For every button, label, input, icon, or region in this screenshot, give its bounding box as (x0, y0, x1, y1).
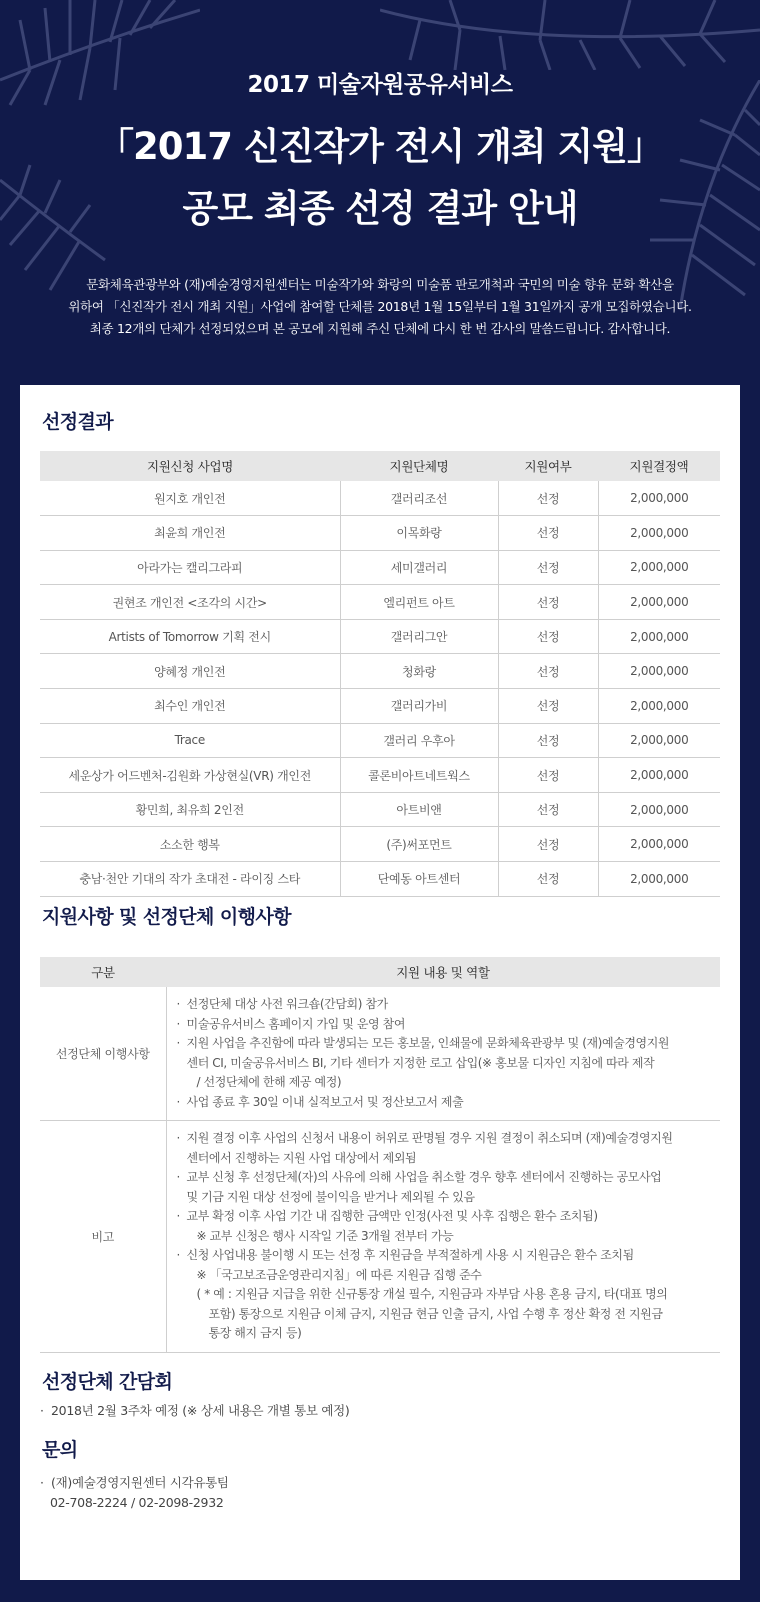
table-cell: 2,000,000 (598, 862, 720, 897)
table-cell: (주)써포먼트 (340, 827, 498, 862)
list-item-text: 및 기금 지원 대상 선정에 불이익을 받거나 제외될 수 있음 (186, 1189, 475, 1204)
list-item-text: 센터에서 진행하는 지원 사업 대상에서 제외됨 (186, 1150, 417, 1165)
list-item-text: 교부 확정 이후 사업 기간 내 집행한 금액만 인정(사전 및 사후 집행은 환수 조치됨) (186, 1209, 598, 1223)
table-cell: 선정 (498, 758, 598, 793)
table-cell: 선정 (498, 585, 598, 620)
duties-category: 선정단체 이행사항 (40, 987, 166, 1121)
contact-phone: 02-708-2224 / 02-2098-2932 (50, 1495, 224, 1510)
table-row (40, 585, 720, 620)
list-item-text: 지원 결정 이후 사업의 신청서 내용이 허위로 판명될 경우 지원 결정이 취소되며 (재)예술경영지원 (186, 1131, 673, 1145)
table-cell: 최수인 개인전 (40, 689, 340, 724)
column-header: 지원신청 사업명 (40, 451, 340, 481)
column-header: 구분 (40, 957, 166, 987)
list-item-text: ( * 예 : 지원금 지급을 위한 신규통장 개설 필수, 지원금과 자부담 사용 혼용 금지, 타(대표 명의 (196, 1287, 668, 1301)
list-item-text: 통장 해지 금지 등) (208, 1326, 302, 1340)
header-title-line1: 「2017 신진작가 전시 개최 지원」 (97, 125, 663, 168)
header-title-line2: 공모 최종 선정 결과 안내 (182, 187, 578, 230)
table-row (40, 654, 720, 689)
table-cell: 선정 (498, 481, 598, 516)
table-cell: 갤러리 우후아 (340, 723, 498, 758)
table-cell: 2,000,000 (598, 723, 720, 758)
table-row (40, 862, 720, 897)
list-item (177, 1168, 713, 1207)
contact-org: (재)예술경영지원센터 시각유통팀 (51, 1475, 229, 1490)
table-cell: 최윤희 개인전 (40, 516, 340, 551)
list-item-text: ※ 교부 신청은 행사 시작일 기준 3개월 전부터 가능 (196, 1228, 454, 1243)
list-item-text: 센터 CI, 미술공유서비스 BI, 기타 센터가 지정한 로고 삽입(※ 홍보물 디자인 지침에 따라 제작 (186, 1055, 655, 1070)
table-cell: 콜론비아트네트웍스 (340, 758, 498, 793)
table-cell: 2,000,000 (598, 550, 720, 585)
table-row (40, 792, 720, 827)
duties-header-row (40, 957, 720, 987)
table-row (40, 516, 720, 551)
duties-category: 비고 (40, 1121, 166, 1353)
table-row (40, 619, 720, 654)
list-item (177, 1207, 713, 1246)
results-section-title: 선정결과 (42, 411, 114, 433)
table-cell: 엘리펀트 아트 (340, 585, 498, 620)
table-cell: Trace (40, 723, 340, 758)
table-cell: 선정 (498, 550, 598, 585)
table-cell: 2,000,000 (598, 689, 720, 724)
table-cell: 갤러리그안 (340, 619, 498, 654)
list-item (177, 1034, 713, 1093)
table-cell: 권현조 개인전 <조각의 시간> (40, 585, 340, 620)
duties-row (40, 1121, 720, 1353)
table-cell: 이목화랑 (340, 516, 498, 551)
contact-section-title: 문의 (42, 1439, 78, 1461)
table-row (40, 827, 720, 862)
contact-item: · (재)예술경영지원센터 시각유통팀 02-708-2224 / 02-2098-2932 (40, 1473, 229, 1513)
results-body (40, 481, 720, 896)
table-row (40, 723, 720, 758)
list-item-text: 지원 사업을 추진함에 따라 발생되는 모든 홍보물, 인쇄물에 문화체육관광부 및 (재)예술경영지원 (186, 1036, 670, 1050)
list-item-text: / 선정단체에 한해 제공 예정) (196, 1075, 342, 1089)
table-row (40, 481, 720, 516)
column-header: 지원단체명 (340, 451, 498, 481)
intro-line: 문화체육관광부와 (재)예술경영지원센터는 미술작가와 화랑의 미술품 판로개척과 국민의 미술 향유 문화 확산을 (86, 277, 674, 292)
table-cell: 황민희, 최유희 2인전 (40, 792, 340, 827)
table-cell: 2,000,000 (598, 481, 720, 516)
meeting-section-title: 선정단체 간담회 (42, 1371, 173, 1393)
table-cell: 양혜정 개인전 (40, 654, 340, 689)
list-item-text: 포함) 통장으로 지원금 이체 금지, 지원금 현금 인출 금지, 사업 수행 후 정산 확정 전 지원금 (208, 1306, 663, 1321)
list-item: · 선정단체 대상 사전 워크숍(간담회) 참가 (177, 995, 713, 1015)
column-header: 지원여부 (498, 451, 598, 481)
table-cell: 아라가는 캘리그라피 (40, 550, 340, 585)
results-header-row (40, 451, 720, 481)
table-row (40, 758, 720, 793)
table-cell: 2,000,000 (598, 654, 720, 689)
duties-section-title: 지원사항 및 선정단체 이행사항 (42, 906, 291, 928)
list-item-text: 교부 신청 후 선정단체(자)의 사유에 의해 사업을 취소할 경우 향후 센터에서 진행하는 공모사업 (186, 1170, 662, 1184)
meeting-item: · 2018년 2월 3주차 예정 (※ 상세 내용은 개별 통보 예정) (40, 1403, 350, 1418)
table-cell: 소소한 행복 (40, 827, 340, 862)
duties-list (177, 995, 713, 1112)
table-cell: 선정 (498, 827, 598, 862)
table-cell: 2,000,000 (598, 827, 720, 862)
notes-list (177, 1129, 713, 1344)
duties-row (40, 987, 720, 1121)
table-cell: 2,000,000 (598, 516, 720, 551)
table-cell: Artists of Tomorrow 기획 전시 (40, 619, 340, 654)
table-cell: 세운상가 어드벤처-김원화 가상현실(VR) 개인전 (40, 758, 340, 793)
table-cell: 선정 (498, 516, 598, 551)
table-cell: 선정 (498, 792, 598, 827)
table-cell: 2,000,000 (598, 758, 720, 793)
intro-line: 최종 12개의 단체가 선정되었으며 본 공모에 지원해 주신 단체에 다시 한 번 감사의 말씀드립니다. 감사합니다. (89, 321, 671, 336)
table-cell: 충남·천안 기대의 작가 초대전 - 라이징 스타 (40, 862, 340, 897)
table-cell: 선정 (498, 689, 598, 724)
table-cell: 선정 (498, 654, 598, 689)
list-item: · 미술공유서비스 홈페이지 가입 및 운영 참여 (177, 1015, 713, 1035)
meeting-text: 2018년 2월 3주차 예정 (※ 상세 내용은 개별 통보 예정) (51, 1403, 350, 1418)
table-row (40, 689, 720, 724)
table-cell: 선정 (498, 723, 598, 758)
header-supertitle: 2017 미술자원공유서비스 (247, 72, 513, 98)
table-cell: 아트비앤 (340, 792, 498, 827)
table-cell: 청화랑 (340, 654, 498, 689)
table-cell: 세미갤러리 (340, 550, 498, 585)
table-cell: 단예동 아트센터 (340, 862, 498, 897)
table-cell: 2,000,000 (598, 792, 720, 827)
list-item: · 사업 종료 후 30일 이내 실적보고서 및 정산보고서 제출 (177, 1093, 713, 1113)
list-item-text: ※ 「국고보조금운영관리지침」에 따른 지원금 집행 준수 (196, 1267, 482, 1282)
table-cell: 2,000,000 (598, 619, 720, 654)
intro-line: 위하여 「신진작가 전시 개최 지원」사업에 참여할 단체를 2018년 1월 15일부터 1월 31일까지 공개 모집하였습니다. (68, 299, 692, 314)
list-item (177, 1129, 713, 1168)
table-cell: 2,000,000 (598, 585, 720, 620)
table-cell: 갤러리조선 (340, 481, 498, 516)
results-table (40, 451, 720, 897)
list-item-text: 신청 사업내용 불이행 시 또는 선정 후 지원금을 부적절하게 사용 시 지원금은 환수 조치됨 (186, 1248, 634, 1262)
table-cell: 갤러리가비 (340, 689, 498, 724)
table-cell: 선정 (498, 619, 598, 654)
column-header: 지원 내용 및 역할 (166, 957, 720, 987)
table-cell: 원지호 개인전 (40, 481, 340, 516)
page-header (0, 0, 760, 385)
header-intro (30, 274, 730, 340)
list-item (177, 1246, 713, 1344)
table-row (40, 550, 720, 585)
duties-table (40, 957, 720, 1353)
column-header: 지원결정액 (598, 451, 720, 481)
content-card (20, 385, 740, 1580)
table-cell: 선정 (498, 862, 598, 897)
